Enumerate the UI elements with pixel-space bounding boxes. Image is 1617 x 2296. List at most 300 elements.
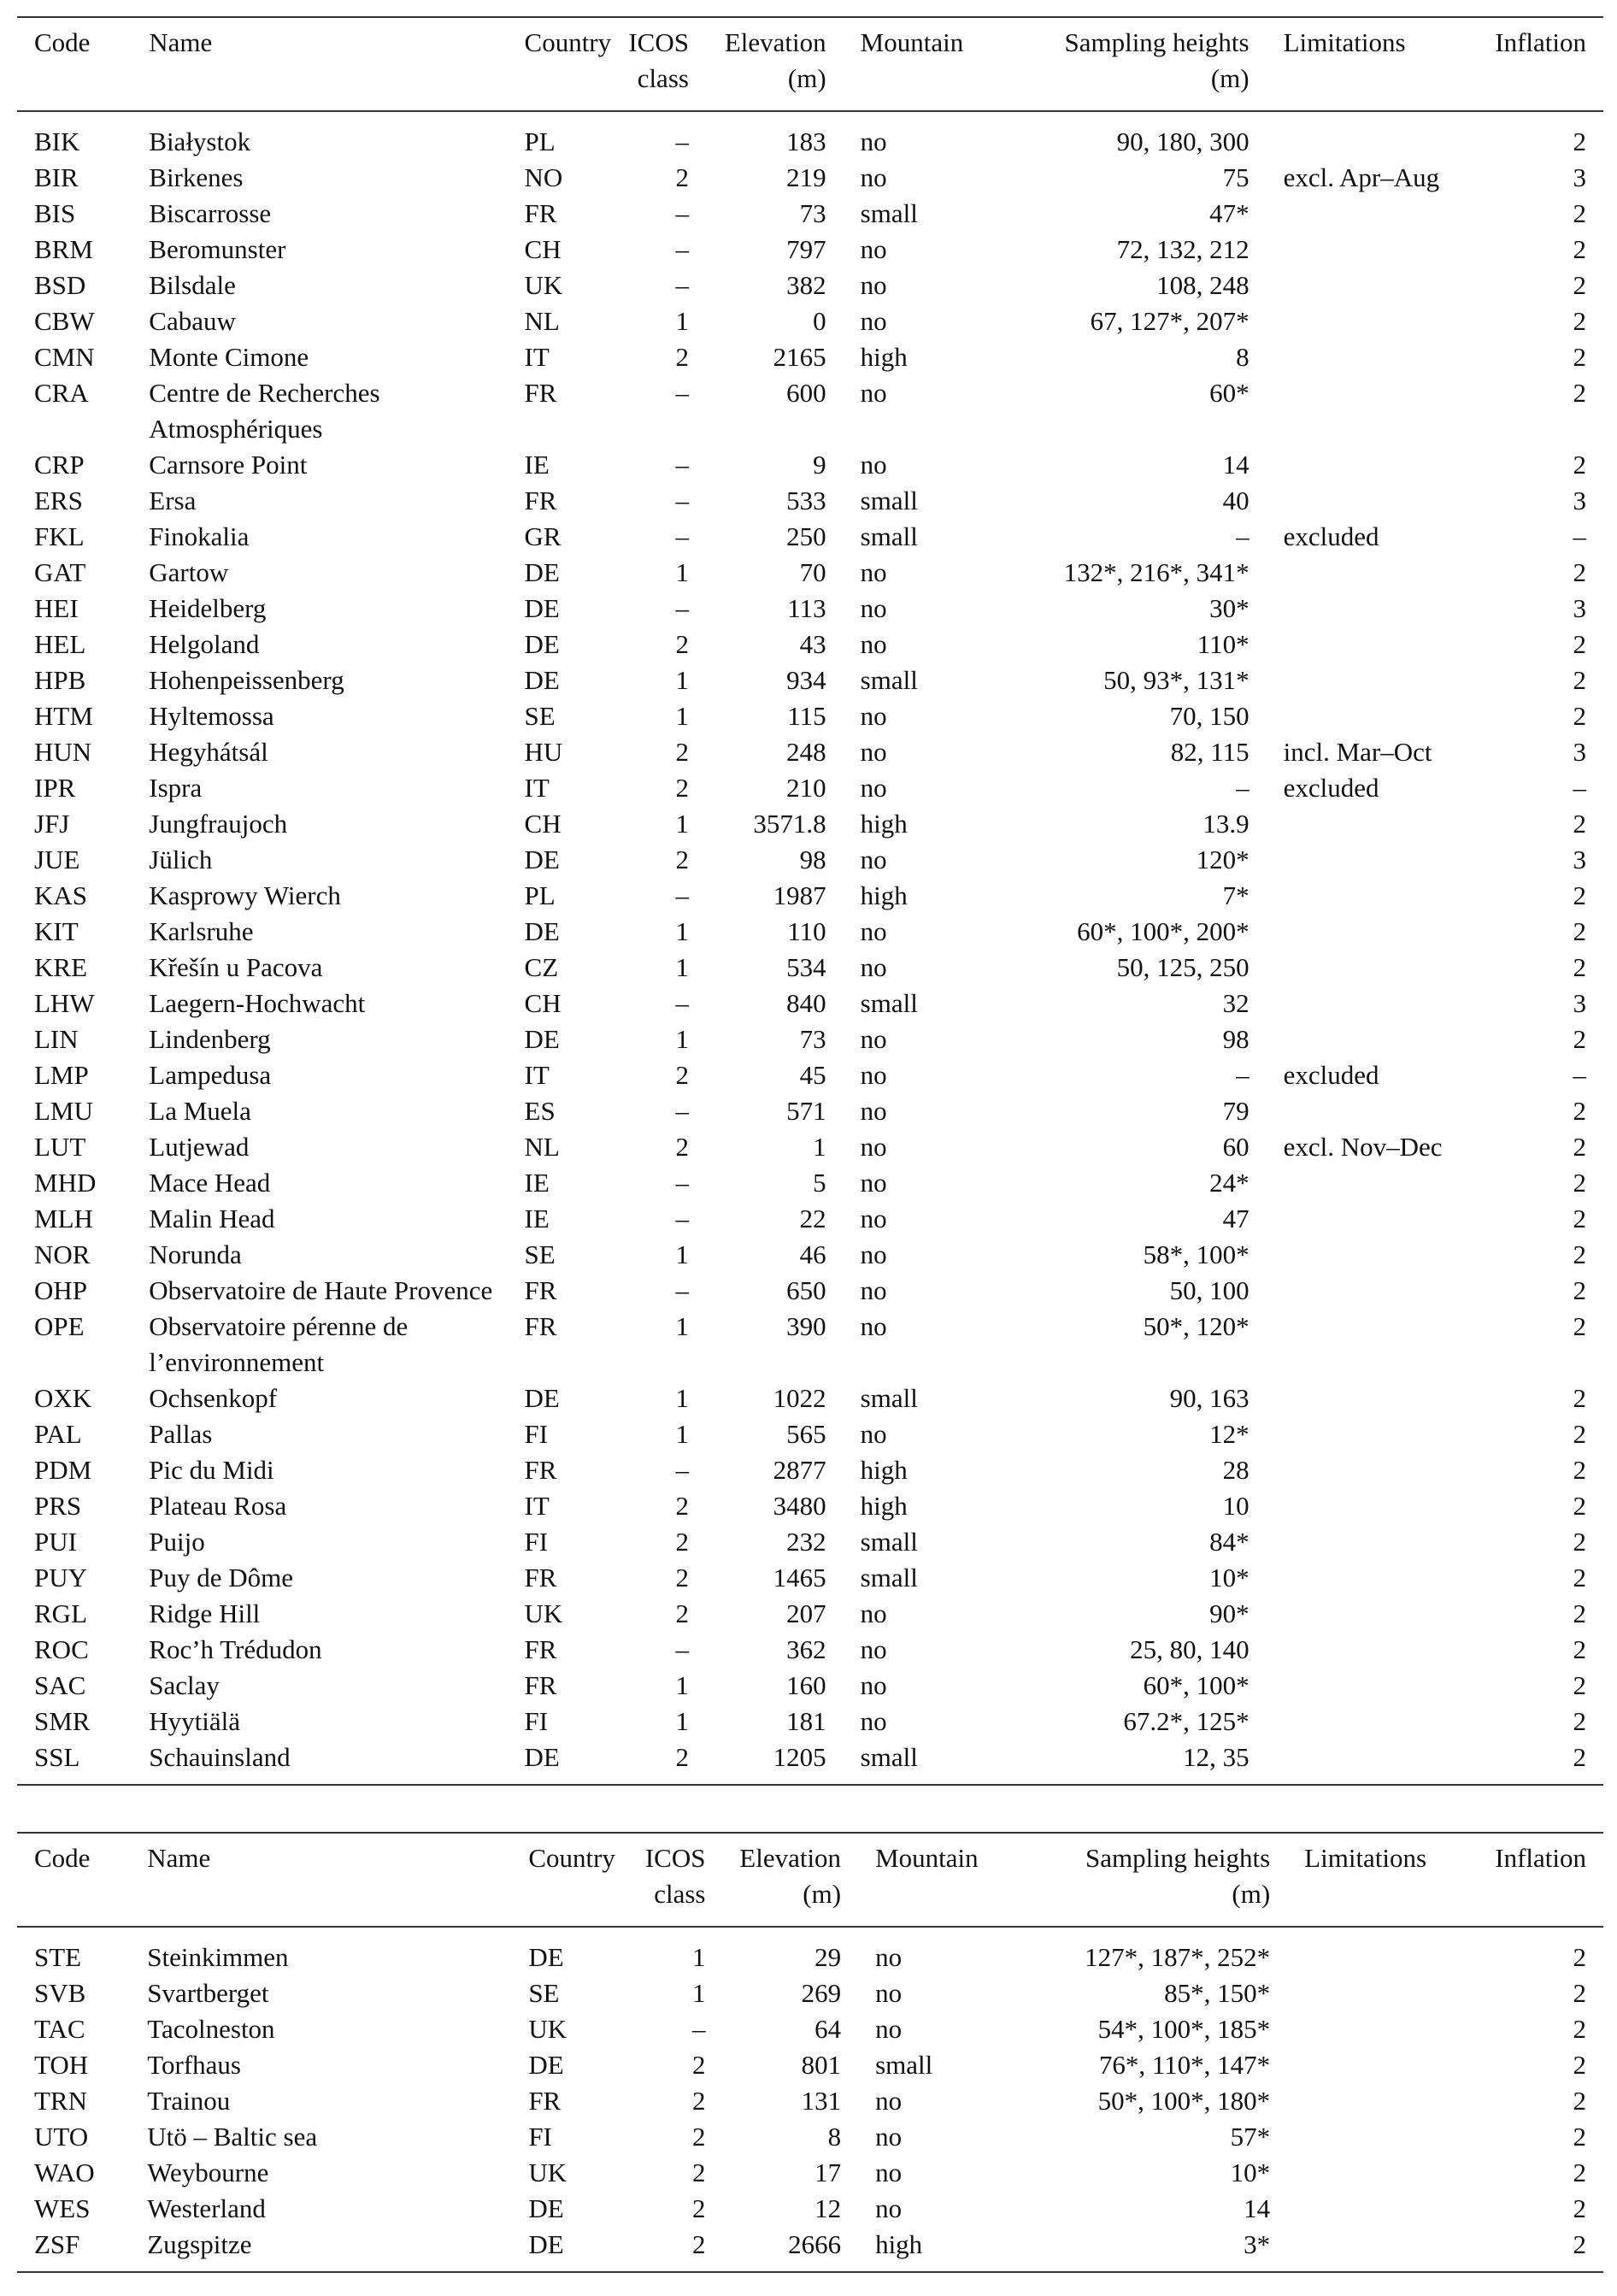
cell-elevation: 73	[799, 1024, 826, 1054]
cell-limitations	[1250, 1416, 1488, 1452]
cell-icos-class: 1	[675, 952, 689, 982]
cell-sampling-heights: 14	[1222, 450, 1250, 480]
cell-elevation: 110	[787, 916, 826, 946]
header-inflation: Inflation	[1495, 1843, 1586, 1873]
cell-code: STE	[34, 1942, 82, 1972]
cell-elevation: 46	[799, 1239, 826, 1269]
cell-icos-class: –	[675, 1168, 689, 1198]
cell-limitations	[1250, 1596, 1488, 1632]
cell-icos-class: 1	[675, 1383, 689, 1413]
cell-elevation: 29	[814, 1942, 842, 1972]
cell-icos-class: –	[675, 270, 689, 300]
cell-limitations	[1250, 1021, 1488, 1057]
cell-sampling-heights: 54*, 100*, 185*	[1097, 2014, 1271, 2044]
cell-elevation: 43	[799, 629, 826, 659]
cell-sampling-heights: 60*, 100*	[1143, 1670, 1250, 1700]
cell-country: UK	[528, 2014, 567, 2044]
cell-sampling-heights: 24*	[1209, 1168, 1250, 1198]
cell-inflation: –	[1573, 773, 1586, 803]
cell-elevation: 131	[801, 2086, 842, 2116]
cell-mountain: no	[860, 593, 887, 623]
cell-icos-class: 2	[692, 2050, 706, 2080]
cell-code: BSD	[34, 270, 86, 300]
cell-elevation: 17	[814, 2158, 842, 2187]
cell-limitations	[1250, 1524, 1488, 1560]
cell-sampling-heights: 110*	[1197, 629, 1250, 659]
header-icos-line2: class	[654, 1879, 706, 1909]
cell-country: DE	[528, 2229, 564, 2259]
cell-country: UK	[524, 270, 563, 300]
cell-inflation: 2	[1573, 127, 1586, 156]
cell-mountain: small	[860, 665, 918, 695]
cell-mountain: small	[875, 2050, 933, 2080]
cell-sampling-heights: 50*, 120*	[1143, 1311, 1250, 1341]
cell-icos-class: 2	[675, 629, 689, 659]
cell-elevation: 801	[801, 2050, 842, 2080]
table-row	[17, 1524, 1603, 1560]
cell-limitations	[1250, 555, 1488, 591]
cell-icos-class: 1	[675, 916, 689, 946]
cell-code: CMN	[34, 342, 95, 372]
cell-mountain: no	[875, 1978, 903, 2008]
cell-mountain: small	[860, 521, 918, 551]
cell-code: WES	[34, 2193, 91, 2223]
cell-icos-class: 2	[675, 1527, 689, 1557]
cell-elevation: 181	[786, 1706, 826, 1736]
cell-mountain: no	[860, 1132, 887, 1162]
cell-elevation: 70	[799, 557, 826, 587]
cell-inflation: 2	[1573, 1132, 1586, 1162]
cell-inflation: 2	[1573, 701, 1586, 731]
cell-icos-class: 2	[692, 2158, 706, 2187]
cell-mountain: high	[860, 809, 908, 839]
cell-limitations	[1250, 698, 1488, 734]
cell-code: NOR	[34, 1239, 91, 1269]
table-row	[17, 1201, 1603, 1237]
table-row	[17, 950, 1603, 986]
table-row	[17, 698, 1603, 734]
cell-elevation: 45	[799, 1060, 826, 1090]
cell-name: Jungfraujoch	[149, 809, 288, 839]
cell-code: SSL	[34, 1742, 80, 1772]
cell-code: PUI	[34, 1527, 77, 1557]
cell-limitations	[1250, 1560, 1488, 1596]
cell-inflation: 2	[1573, 1491, 1586, 1521]
cell-limitations	[1270, 2155, 1489, 2191]
table-row	[17, 268, 1603, 303]
cell-country: CH	[524, 988, 562, 1018]
cell-name: Lampedusa	[149, 1060, 272, 1090]
cell-mountain: no	[860, 1239, 887, 1269]
header-icos-line2: class	[637, 63, 689, 93]
cell-limitations	[1250, 1093, 1488, 1129]
cell-icos-class: 2	[692, 2229, 706, 2259]
header-sampling-line1: Sampling heights	[1085, 1843, 1271, 1873]
cell-code: HTM	[34, 701, 93, 731]
cell-name: Pallas	[149, 1419, 213, 1449]
cell-name: Puy de Dôme	[149, 1563, 294, 1592]
cell-inflation: 2	[1573, 557, 1586, 587]
cell-name: Monte Cimone	[149, 342, 309, 372]
cell-elevation: 5	[813, 1168, 826, 1198]
table-row	[17, 2083, 1603, 2119]
cell-sampling-heights: 84*	[1209, 1527, 1250, 1557]
cell-code: SMR	[34, 1706, 91, 1736]
cell-mountain: no	[860, 916, 887, 946]
cell-elevation: 22	[799, 1204, 826, 1233]
header-elevation-line1: Elevation	[739, 1843, 842, 1873]
cell-sampling-heights: 50, 125, 250	[1116, 952, 1250, 982]
cell-name: Steinkimmen	[147, 1942, 289, 1972]
cell-inflation: 2	[1573, 450, 1586, 480]
cell-limitations: excluded	[1283, 773, 1379, 803]
table-row	[17, 1488, 1603, 1524]
cell-sampling-heights: 14	[1244, 2193, 1271, 2223]
cell-limitations	[1270, 2047, 1489, 2083]
table-row	[17, 447, 1603, 483]
cell-sampling-heights: –	[1236, 1060, 1250, 1090]
cell-sampling-heights: 30*	[1209, 593, 1250, 623]
cell-sampling-heights: 7*	[1222, 880, 1250, 910]
cell-elevation: 2877	[773, 1455, 826, 1485]
cell-elevation: 64	[814, 2014, 842, 2044]
cell-limitations	[1250, 1740, 1488, 1785]
cell-inflation: 2	[1573, 1978, 1586, 2008]
cell-limitations	[1250, 1273, 1488, 1309]
station-table-continued	[17, 1832, 1603, 2273]
cell-sampling-heights: –	[1236, 521, 1250, 551]
cell-icos-class: 1	[675, 1024, 689, 1054]
table-row	[17, 2227, 1603, 2272]
cell-icos-class: 2	[675, 342, 689, 372]
cell-icos-class: –	[675, 450, 689, 480]
cell-icos-class: 2	[675, 737, 689, 767]
table-row	[17, 555, 1603, 591]
cell-mountain: no	[860, 952, 887, 982]
cell-elevation: 390	[786, 1311, 826, 1341]
cell-country: NO	[524, 162, 563, 192]
cell-icos-class: 2	[675, 845, 689, 874]
cell-sampling-heights: 8	[1236, 342, 1250, 372]
cell-mountain: no	[860, 270, 887, 300]
cell-country: FI	[528, 2122, 552, 2152]
table-row	[17, 627, 1603, 662]
cell-inflation: 2	[1573, 2086, 1586, 2116]
cell-elevation: 362	[786, 1634, 826, 1664]
cell-elevation: 650	[786, 1275, 826, 1305]
cell-limitations	[1250, 1668, 1488, 1704]
cell-inflation: 2	[1573, 1383, 1586, 1413]
cell-country: DE	[528, 2193, 564, 2223]
header-country: Country	[528, 1843, 615, 1873]
cell-icos-class: 1	[675, 809, 689, 839]
cell-code: BIS	[34, 198, 76, 228]
table-row	[17, 1165, 1603, 1201]
cell-inflation: 2	[1573, 880, 1586, 910]
cell-inflation: 2	[1573, 2050, 1586, 2080]
cell-name: Trainou	[147, 2086, 231, 2116]
cell-code: HEI	[34, 593, 79, 623]
cell-mountain: no	[860, 127, 887, 156]
cell-mountain: no	[875, 2158, 903, 2187]
cell-country: CZ	[524, 952, 559, 982]
header-sampling-line1: Sampling heights	[1064, 27, 1250, 57]
cell-limitations	[1270, 1975, 1489, 2011]
cell-limitations: excluded	[1283, 1060, 1379, 1090]
cell-name: Helgoland	[149, 629, 260, 659]
cell-mountain: no	[875, 2193, 903, 2223]
cell-sampling-heights: 60*, 100*, 200*	[1077, 916, 1250, 946]
cell-limitations: excl. Nov–Dec	[1283, 1132, 1443, 1162]
cell-country: DE	[524, 593, 560, 623]
cell-country: IE	[524, 450, 550, 480]
cell-icos-class: 1	[675, 1670, 689, 1700]
cell-country: HU	[524, 737, 563, 767]
table-row	[17, 662, 1603, 698]
cell-icos-class: –	[675, 1634, 689, 1664]
cell-inflation: 2	[1573, 198, 1586, 228]
cell-elevation: 533	[786, 486, 826, 515]
cell-elevation: 207	[786, 1598, 826, 1628]
cell-elevation: 98	[799, 845, 826, 874]
cell-icos-class: –	[675, 988, 689, 1018]
table-row	[17, 232, 1603, 268]
cell-icos-class: –	[675, 521, 689, 551]
cell-sampling-heights: 57*	[1230, 2122, 1271, 2152]
cell-limitations	[1250, 950, 1488, 986]
cell-limitations	[1250, 303, 1488, 339]
cell-mountain: no	[860, 450, 887, 480]
cell-name: Malin Head	[149, 1204, 275, 1233]
cell-limitations	[1250, 268, 1488, 303]
cell-name: Lindenberg	[149, 1024, 271, 1054]
cell-inflation: 3	[1573, 737, 1586, 767]
cell-country: IT	[524, 1060, 550, 1090]
cell-sampling-heights: 67, 127*, 207*	[1090, 306, 1250, 336]
cell-icos-class: 2	[675, 1563, 689, 1592]
cell-mountain: no	[860, 1096, 887, 1126]
cell-elevation: 3480	[773, 1491, 826, 1521]
cell-limitations	[1250, 1452, 1488, 1488]
cell-code: CRP	[34, 450, 85, 480]
cell-elevation: 1	[813, 1132, 826, 1162]
cell-country: FI	[524, 1706, 549, 1736]
cell-inflation: 3	[1573, 593, 1586, 623]
cell-limitations	[1250, 878, 1488, 914]
cell-inflation: 2	[1573, 1706, 1586, 1736]
cell-code: JFJ	[34, 809, 70, 839]
cell-elevation: 3571.8	[753, 809, 826, 839]
table-row	[17, 111, 1603, 160]
cell-elevation: 219	[786, 162, 826, 192]
cell-limitations	[1250, 1488, 1488, 1524]
cell-elevation: 2666	[788, 2229, 842, 2259]
cell-inflation: 2	[1573, 270, 1586, 300]
cell-name: Norunda	[149, 1239, 242, 1269]
table-row	[17, 2119, 1603, 2155]
header-name: Name	[149, 27, 213, 57]
cell-name: Białystok	[149, 127, 251, 156]
cell-mountain: high	[860, 1455, 908, 1485]
header-elevation-line2: (m)	[803, 1879, 842, 1909]
cell-sampling-heights: 32	[1222, 988, 1250, 1018]
cell-limitations	[1250, 196, 1488, 232]
cell-sampling-heights: 3*	[1244, 2229, 1271, 2259]
table-row	[17, 303, 1603, 339]
cell-name: Puijo	[149, 1527, 205, 1557]
cell-icos-class: 1	[675, 1311, 689, 1341]
cell-country: IT	[524, 773, 550, 803]
cell-mountain: no	[860, 701, 887, 731]
cell-mountain: no	[860, 162, 887, 192]
cell-icos-class: 1	[692, 1978, 706, 2008]
cell-name: Cabauw	[149, 306, 236, 336]
table-row	[17, 806, 1603, 842]
cell-name: Bilsdale	[149, 270, 236, 300]
cell-limitations	[1250, 1704, 1488, 1740]
cell-sampling-heights: 108, 248	[1156, 270, 1250, 300]
cell-sampling-heights: 98	[1222, 1024, 1250, 1054]
cell-limitations	[1250, 842, 1488, 878]
cell-icos-class: 2	[675, 1598, 689, 1628]
cell-icos-class: 1	[675, 665, 689, 695]
cell-elevation: 248	[786, 737, 826, 767]
table-body	[17, 111, 1603, 1785]
table-row	[17, 1021, 1603, 1057]
cell-code: PRS	[34, 1491, 82, 1521]
cell-inflation: 2	[1573, 1455, 1586, 1485]
cell-sampling-heights: 70, 150	[1169, 701, 1250, 731]
cell-code: OHP	[34, 1275, 88, 1305]
cell-limitations	[1250, 339, 1488, 375]
cell-icos-class: –	[675, 1275, 689, 1305]
cell-code: ERS	[34, 486, 83, 515]
cell-icos-class: –	[675, 880, 689, 910]
cell-inflation: 2	[1573, 1563, 1586, 1592]
header-inflation: Inflation	[1495, 27, 1586, 57]
cell-name: Observatoire de Haute Provence	[149, 1275, 493, 1305]
cell-name: Hyltemossa	[149, 701, 274, 731]
table-row	[17, 1596, 1603, 1632]
cell-code: LUT	[34, 1132, 86, 1162]
cell-name: Ispra	[149, 773, 203, 803]
cell-limitations	[1250, 1237, 1488, 1273]
cell-inflation: 2	[1573, 1311, 1586, 1341]
cell-mountain: high	[860, 342, 908, 372]
cell-code: UTO	[34, 2122, 89, 2152]
cell-sampling-heights: 60*	[1209, 378, 1250, 408]
cell-inflation: 2	[1573, 1670, 1586, 1700]
header-limitations: Limitations	[1304, 1843, 1427, 1873]
table-header	[17, 1833, 1603, 1927]
cell-mountain: high	[875, 2229, 923, 2259]
cell-country: NL	[524, 1132, 560, 1162]
header-country: Country	[524, 27, 612, 57]
cell-sampling-heights: 75	[1222, 162, 1250, 192]
cell-sampling-heights: 28	[1222, 1455, 1250, 1485]
cell-code: CBW	[34, 306, 95, 336]
cell-country: FI	[524, 1419, 549, 1449]
table-row	[17, 986, 1603, 1021]
cell-elevation: 600	[786, 378, 826, 408]
cell-mountain: no	[860, 1419, 887, 1449]
cell-country: FR	[524, 1563, 557, 1592]
cell-sampling-heights: 60	[1222, 1132, 1250, 1162]
cell-inflation: 2	[1573, 952, 1586, 982]
cell-code: LIN	[34, 1024, 79, 1054]
cell-country: FR	[528, 2086, 562, 2116]
cell-code: TOH	[34, 2050, 89, 2080]
cell-sampling-heights: 85*, 150*	[1164, 1978, 1271, 2008]
cell-mountain: small	[860, 1742, 918, 1772]
cell-sampling-heights: 120*	[1196, 845, 1250, 874]
cell-code: WAO	[34, 2158, 95, 2187]
cell-sampling-heights: 10*	[1209, 1563, 1250, 1592]
cell-mountain: no	[860, 234, 887, 264]
table-row	[17, 1273, 1603, 1309]
cell-name: Torfhaus	[147, 2050, 241, 2080]
header-elevation	[689, 17, 826, 111]
station-table	[17, 16, 1603, 1786]
cell-code: HEL	[34, 629, 86, 659]
header-row	[17, 17, 1603, 111]
cell-name: Hegyhátsál	[149, 737, 268, 767]
cell-icos-class: –	[675, 1204, 689, 1233]
cell-code: ZSF	[34, 2229, 80, 2259]
cell-country: FI	[524, 1527, 549, 1557]
cell-limitations	[1250, 232, 1488, 268]
cell-country: UK	[524, 1598, 563, 1628]
cell-code: HPB	[34, 665, 86, 695]
cell-mountain: no	[860, 1706, 887, 1736]
cell-name: Ridge Hill	[149, 1598, 261, 1628]
cell-elevation: 12	[814, 2193, 842, 2223]
cell-mountain: no	[860, 1024, 887, 1054]
cell-elevation: 934	[786, 665, 826, 695]
cell-elevation: 9	[813, 450, 826, 480]
cell-elevation: 840	[786, 988, 826, 1018]
cell-country: DE	[524, 629, 560, 659]
cell-inflation: 2	[1573, 1275, 1586, 1305]
cell-sampling-heights: 67.2*, 125*	[1123, 1706, 1250, 1736]
cell-name: Observatoire pérenne de l’environnement	[149, 1311, 409, 1377]
cell-limitations: excl. Apr–Aug	[1283, 162, 1440, 192]
header-icos-line1: ICOS	[644, 1843, 706, 1873]
cell-elevation: 1205	[773, 1742, 826, 1772]
cell-limitations	[1270, 2191, 1489, 2227]
cell-name: Ochsenkopf	[149, 1383, 278, 1413]
table-row	[17, 375, 1603, 447]
cell-icos-class: 2	[675, 162, 689, 192]
cell-inflation: 2	[1573, 2014, 1586, 2044]
cell-limitations: incl. Mar–Oct	[1283, 737, 1432, 767]
cell-limitations	[1250, 662, 1488, 698]
cell-limitations	[1250, 806, 1488, 842]
cell-sampling-heights: 58*, 100*	[1143, 1239, 1250, 1269]
cell-mountain: no	[860, 1634, 887, 1664]
cell-inflation: 2	[1573, 1634, 1586, 1664]
cell-elevation: 1022	[773, 1383, 826, 1413]
cell-name: Biscarrosse	[149, 198, 272, 228]
cell-country: FR	[524, 1670, 557, 1700]
cell-elevation: 73	[799, 198, 826, 228]
cell-inflation: –	[1573, 521, 1586, 551]
cell-country: CH	[524, 809, 562, 839]
header-elevation-line2: (m)	[787, 63, 826, 93]
cell-icos-class: 2	[675, 1060, 689, 1090]
cell-sampling-heights: 13.9	[1202, 809, 1250, 839]
cell-inflation: 2	[1573, 916, 1586, 946]
